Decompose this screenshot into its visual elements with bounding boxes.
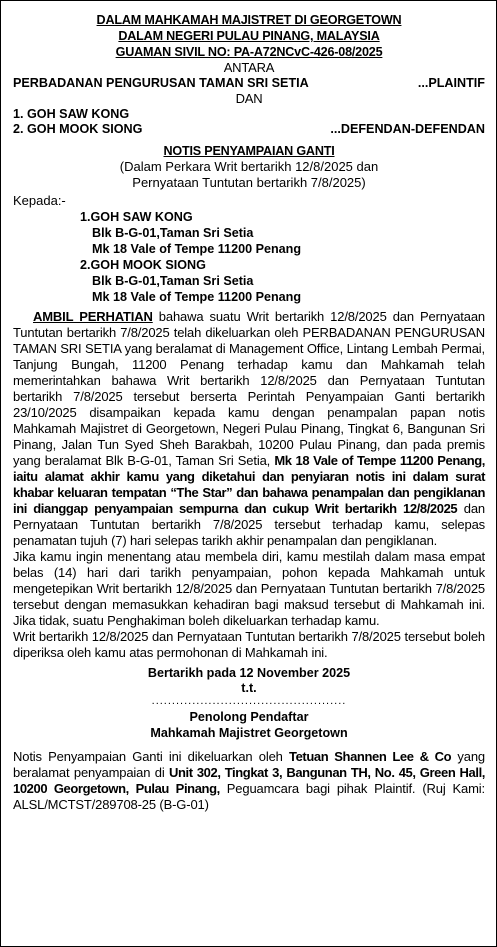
recipient-1 [13,209,485,257]
recipient-address-line: Mk 18 Vale of Tempe 11200 Penang [92,242,302,256]
tt-label: t.t. [241,681,257,695]
footer-text: yang beralamat penyampaian di [13,749,485,780]
defendant-2-name: 2. GOH MOOK SIONG [13,122,143,136]
defendant-1-name: 1. GOH SAW KONG [13,107,130,121]
recipient-name: 2.GOH MOOK SIONG [80,258,206,272]
legal-notice [13,12,485,813]
law-firm: Tetuan Shannen Lee & Co [289,749,452,764]
recipient-address-line: Mk 18 Vale of Tempe 11200 Penang [92,290,302,304]
footer-paragraph [13,749,485,813]
antara-label: ANTARA [223,60,275,75]
paragraph-3: Writ bertarikh 12/8/2025 dan Pernyataan Tuntutan bertarikh 7/8/2025 tersebut boleh diperiksa oleh kamu atas permohonan di Mahkamah ini. [13,629,485,660]
defendant-1 [13,107,485,122]
plaintiff-row [13,76,485,91]
case-number: GUAMAN SIVIL NO: PA-A72NCvC-426-08/2025 [115,45,383,59]
signer-role: Penolong Pendaftar [189,710,309,724]
defendant-role: ...DEFENDAN-DEFENDAN [330,122,485,136]
ambil-perhatian: AMBIL PERHATIAN [33,309,153,324]
recipient-name: 1.GOH SAW KONG [80,210,193,224]
footer-text: Notis Penyampaian Ganti ini dikeluarkan oleh [13,749,289,764]
signature-line: ................................................ [151,695,347,707]
paragraph-1-bold: Mk 18 Vale of Tempe 11200 Penang, iaitu alamat akhir kamu yang diketahui dan penyiaran notis ini dalam surat khabar keluaran tempatan “The Star” dan bahawa penampalan dan pengiklanan ini dianggap penyampaian sempurna dan cukup Writ bertarikh 12/8/2025 [13,453,485,516]
plaintiff-name: PERBADANAN PENGURUSAN TAMAN SRI SETIA [13,76,309,90]
paragraph-1-tail: dan Pernyataan Tuntutan bertarikh 7/8/2025 tersebut terhadap kamu, selepas penamatan tujuh (7) hari selepas tarikh akhir penampalan dan pengiklanan. [13,501,485,548]
paragraph-2: Jika kamu ingin menentang atau membela diri, kamu mestilah dalam masa empat belas (14) hari dari tarikh penyampaian, pohon kepada Mahkamah untuk mengetepikan Writ bertarikh 12/8/2025 dan Pernyataan Tuntutan bertarikh 7/8/2025 tersebut dengan memasukkan kehadiran bagi maksud tersebut di Mahkamah ini. Jika tidak, suatu Penghakiman boleh dikeluarkan terhadap kamu. [13,549,485,628]
court-state: DALAM NEGERI PULAU PINANG, MALAYSIA [118,29,380,43]
recipient-address-line: Blk B-G-01,Taman Sri Setia [92,226,254,240]
notice-subtitle-1: (Dalam Perkara Writ bertarikh 12/8/2025 dan [119,159,379,174]
kepada-label: Kepada:- [13,193,66,208]
notice-subtitle-2: Pernyataan Tuntutan bertarikh 7/8/2025) [132,175,366,190]
court-name: DALAM MAHKAMAH MAJISTRET DI GEORGETOWN [96,13,402,27]
plaintiff-role: ...PLAINTIF [417,76,485,90]
paragraph-1 [13,309,485,549]
paragraph-1-text: bahawa suatu Writ bertarikh 12/8/2025 dan Pernyataan Tuntutan bertarikh 7/8/2025 telah dikeluarkan oleh PERBADANAN PENGURUSAN TAMAN SRI SETIA yang beralamat di Management Office, Lintang Lembah Permai, Tanjung Bungah, 11200 Penang terhadap kamu dan Mahkamah telah memerintahkan bahawa Writ bertarikh 12/8/2025 dan Pernyataan Tuntutan bertarikh 7/8/2025 tersebut berserta Perintah Penyampaian Ganti bertarikh 23/10/2025 disampaikan kepada kamu dengan penampalan papan notis Mahkamah Majistret di Georgetown, Negeri Pulau Pinang, Tingkat 6, Bangunan Sri Pinang, Jalan Tun Syed Sheh Barakbah, 10200 Pulau Pinang, dan pada premis yang beralamat Blk B-G-01, Taman Sri Setia, [13,309,485,468]
notice-title: NOTIS PENYAMPAIAN GANTI [163,144,335,158]
firm-address: Unit 302, Tingkat 3, Bangunan TH, No. 45, Green Hall, 10200 Georgetown, Pulau Pinang, [13,765,485,796]
dan-label: DAN [235,91,263,106]
date-line: Bertarikh pada 12 November 2025 [147,666,351,680]
defendant-2-row [13,122,485,137]
signer-court: Mahkamah Majistret Georgetown [150,726,348,740]
recipient-address-line: Blk B-G-01,Taman Sri Setia [92,274,254,288]
recipient-2 [13,257,485,305]
footer-text: Peguamcara bagi pihak Plaintif. (Ruj Kami: ALSL/MCTST/289708-25 (B-G-01) [13,781,485,812]
